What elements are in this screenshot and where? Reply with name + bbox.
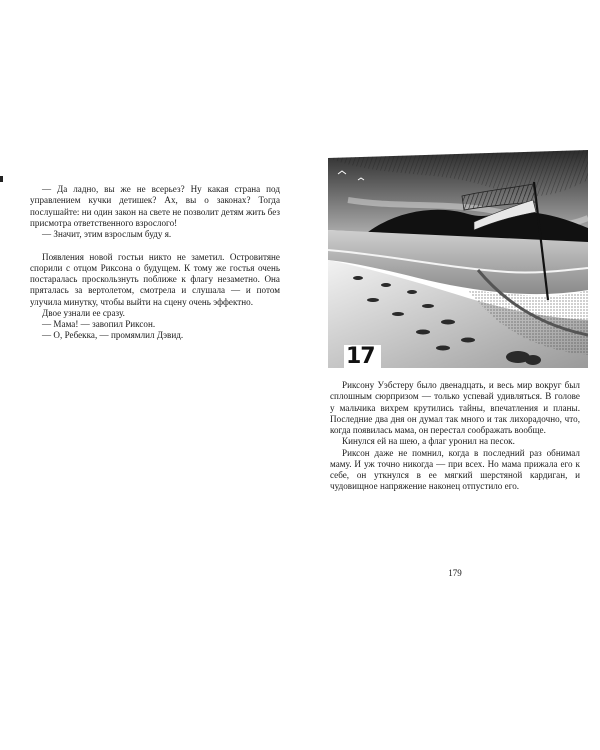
left-paragraph-1: — Да ладно, вы же не всерьез? Ну какая страна под управлением кучки детишек? Ах, вы о законах? Тогда послушайте: ни один закон на свете не позволит детям жить без присмотра ответственного взрослого! [30, 184, 280, 228]
right-paragraph-1: Риксону Уэбстеру было двенадцать, и весь мир вокруг был сплошным сюрпризом — только успевай удивляться. В голове у мальчика вихрем крутились тайны, впечатления и планы. Последние два дня он думал так много и так лихорадочно, что, когда появилась мама, он перестал соображать вообще. [330, 380, 580, 435]
left-paragraph-4: Двое узнали ее сразу. [42, 307, 125, 318]
page-number: 179 [448, 568, 462, 578]
left-paragraph-6: — О, Ребекка, — промямлил Дэвид. [42, 330, 184, 341]
right-page-text [330, 380, 580, 493]
paragraph-gap [30, 240, 280, 251]
left-paragraph-2: — Значит, этим взрослым буду я. [42, 229, 172, 239]
right-paragraph-2: Кинулся ей на шею, а флаг уронил на песок. [342, 436, 515, 447]
page-edge-mark [0, 176, 3, 182]
right-page [330, 150, 580, 578]
illustration-icon [328, 150, 588, 368]
left-paragraph-5: — Мама! — завопил Риксон. [42, 319, 156, 329]
left-paragraph-3: Появления новой гостьи никто не заметил. Островитяне спорили с отцом Риксона о будущем. К тому же гостья очень постаралась проскользнуть поближе к флагу незаметно. Она пряталась за вертолетом, смотрела и слушала — и потом улучила минутку, чтобы выйти на сцену очень эффектно. [30, 251, 280, 307]
chapter-number: 17 [344, 345, 381, 369]
right-paragraph-3: Риксон даже не помнил, когда в последний раз обнимал маму. И уж точно никогда — при всех. Но мама прижала его к себе, он уткнулся в ее мягкий шерстяной кардиган, и чудовищное напряжение наконец отпустило его. [330, 447, 580, 492]
left-page [30, 184, 280, 342]
island-beach-flag-illustration [328, 150, 588, 368]
